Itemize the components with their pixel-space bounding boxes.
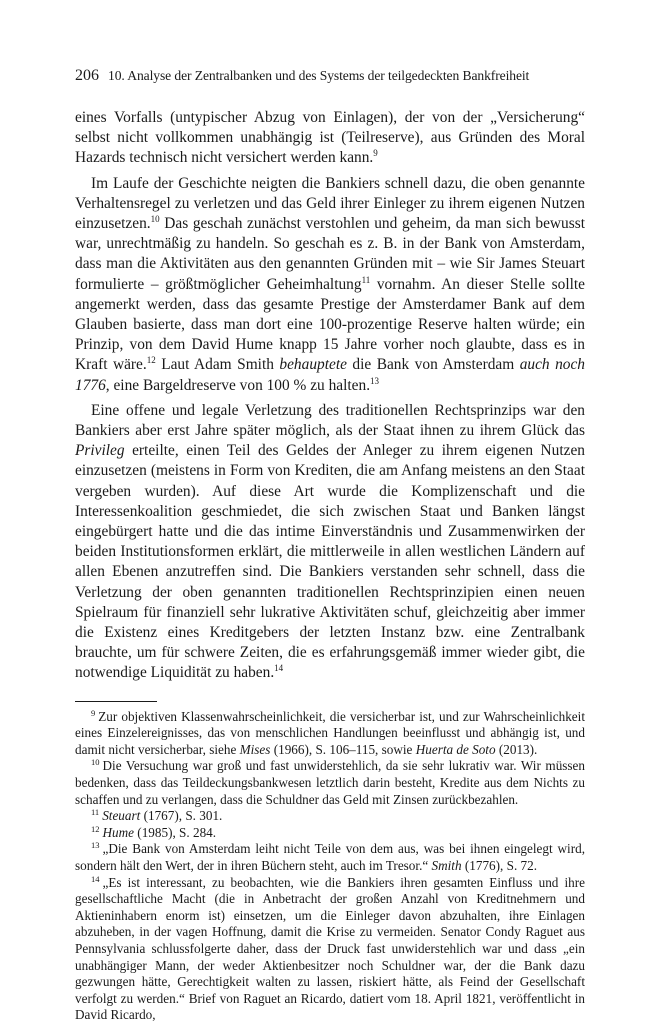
footnote-10: [75, 758, 585, 808]
footnote-ref-14[interactable]: 14: [274, 663, 284, 674]
book-page: [75, 66, 585, 1024]
footnote-ref-11[interactable]: 11: [361, 274, 371, 285]
footnote-ref-10[interactable]: 10: [150, 214, 160, 225]
text-run: (1966), S. 106–115, sowie: [270, 741, 416, 757]
footnote-mark: 13: [91, 840, 100, 851]
footnote-mark: 9: [91, 707, 96, 718]
running-head: 10. Analyse der Zentralbanken und des Systems der teilgedeckten Bankfreiheit: [108, 68, 530, 83]
footnote-11: [75, 808, 585, 825]
footnote-14: [75, 875, 585, 1024]
text-run: vornahm. An dieser Stelle sollte angemerkt werden, dass das gesamte Prestige der Amsterdamer Bank auf dem Glauben basierte, dass man dort eine 100-prozentige Reserve halten würde; ein Prinzip, von dem David Hume knapp 15 Jahre vorher noch glaubte, dass es in Kraft wäre.: [75, 275, 585, 374]
italic-run: Mises: [239, 741, 271, 757]
italic-run: auch noch 1776: [75, 356, 586, 394]
footnote-9: [75, 709, 585, 759]
text-run: Eine offene und legale Verletzung des traditionellen Rechtsprinzips war den Bankiers aber erst Jahre später möglich, als der Staat ihnen zu ihrem Glück das: [75, 401, 585, 440]
italic-run: Steuart: [102, 808, 141, 824]
text-run: erteilte, einen Teil des Geldes der Anleger zu ihrem eigenen Nutzen einzusetzen (meistens in Form von Krediten, die am Anfang meistens an den Staat vergeben wurden). Auf diese Art wurde die Komplizenschaft und die Interessenkoalition geschmiedet, die sich zwischen Staat und Banken längst eingebürgert hatte und die das intime Einverständnis und Zusammenwirken der beiden Institutionsformen erklärt, die mittlerweile in allen westlichen Ländern auf allen Ebenen anzutreffen sind. Die Bankiers verstanden sehr schnell, dass die Verletzung der oben genannten traditionellen Rechtsprinzipien einen neuen Spielraum für finanziell sehr lukrative Aktivitäten schuf, gleichzeitig aber immer die Existenz eines Kreditgebers der letzten Instanz bzw. eine Zentralbank brauchte, um für schwere Zeiten, die es erfahrungsgemäß immer wieder gibt, die notwendige Liquidität zu haben.: [75, 442, 585, 682]
footnote-mark: 12: [91, 823, 100, 834]
paragraph-3: [75, 401, 585, 684]
italic-run: Hume: [102, 824, 134, 840]
footnotes: [75, 709, 585, 1024]
footnote-ref-13[interactable]: 13: [370, 375, 380, 386]
page-number: 206: [75, 67, 99, 84]
text-run: (2013).: [495, 741, 538, 757]
footnote-13: [75, 841, 585, 874]
italic-run: Privileg: [75, 442, 125, 460]
text-run: Zur objektiven Klassenwahrscheinlichkeit, die versicherbar ist, und zur Wahrscheinlichkeit eines Einzelereignisses, das von menschlichen Handlungen beeinflusst und abhängig ist, und damit nicht versicherbar, siehe: [75, 708, 585, 757]
text-run: Die Versuchung war groß und fast unwiderstehlich, da sie sehr lukrativ war. Wir müssen bedenken, dass das Teildeckungsbankwesen letztlich darin besteht, Kredite aus dem Nichts zu schaffen und zu verlangen, dass die Schuldner das Geld mit Zinsen zurückbezahlen.: [75, 758, 585, 807]
footnote-mark: 10: [91, 757, 100, 768]
text-run: (1767), S. 301.: [140, 808, 223, 824]
text-run: „Es ist interessant, zu beobachten, wie die Bankiers ihren gesamten Einfluss und ihre gesellschaftliche Macht (die in Anbetracht der großen Anzahl von Kreditnehmern und Aktieninhabern enorm ist) einsetzen, um die Einleger davon abzuhalten, ihre Einlagen abzuheben, in der vagen Hoffnung, damit die Krise zu vermeiden. Senator Condy Raguet aus Pennsylvania schlussfolgerte daher, dass der Druck fast unwiderstehlich war und dass „ein unabhängiger Mann, der weder Aktienbesitzer noch Schuldner war, der die Bank dazu gezwungen hätte, Gerechtigkeit walten zu lassen, riskiert hätte, als Feind der Gesellschaft verfolgt zu werden.“ Brief von Raguet an Ricardo, datiert vom 18. April 1821, veröffentlicht in David Ricardo,: [75, 874, 585, 1023]
text-run: die Bank von Amsterdam: [346, 356, 520, 374]
italic-run: behauptete: [279, 356, 347, 374]
text-run: Das geschah zunächst verstohlen und geheim, da man sich bewusst war, unrechtmäßig zu handeln. So geschah es z. B. in der Bank von Amsterdam, dass man die Aktivitäten aus den genannten Gründen mit – wie Sir James Steuart formulierte – größtmöglicher Geheimhaltung: [75, 215, 585, 293]
italic-run: Smith: [431, 858, 462, 874]
text-run: eines Vorfalls (untypischer Abzug von Einlagen), der von der „Versicherung“ selbst nicht vollkommen unabhängig ist (Teilreserve), aus Gründen des Moral Hazards technisch nicht versichert werden kann.: [75, 109, 585, 167]
text-run: „Die Bank von Amsterdam leiht nicht Teile von dem aus, was bei ihnen eingelegt wird, sondern hält den Wert, der in ihren Büchern steht, auch im Tresor.“: [75, 841, 585, 874]
footnote-mark: 14: [91, 873, 100, 884]
page-header: [75, 66, 585, 88]
paragraph-2: [75, 174, 585, 396]
italic-run: Huerta de Soto: [415, 741, 496, 757]
footnote-separator: [75, 701, 157, 702]
footnote-mark: 11: [91, 807, 100, 818]
footnote-ref-12[interactable]: 12: [146, 355, 156, 366]
main-text: [75, 108, 585, 684]
text-run: , eine Bargeldreserve von 100 % zu halten.: [105, 376, 371, 394]
paragraph-1: [75, 108, 585, 169]
text-run: (1776), S. 72.: [461, 858, 538, 874]
footnote-12: [75, 825, 585, 842]
footnote-ref-9[interactable]: 9: [373, 148, 378, 159]
text-run: Im Laufe der Geschichte neigten die Bankiers schnell dazu, die oben genannte Verhaltensregel zu verletzen und das Geld ihrer Einleger zu ihrem eigenen Nutzen einzusetzen.: [75, 174, 585, 233]
text-run: Laut Adam Smith: [155, 356, 280, 374]
text-run: (1985), S. 284.: [134, 824, 217, 840]
